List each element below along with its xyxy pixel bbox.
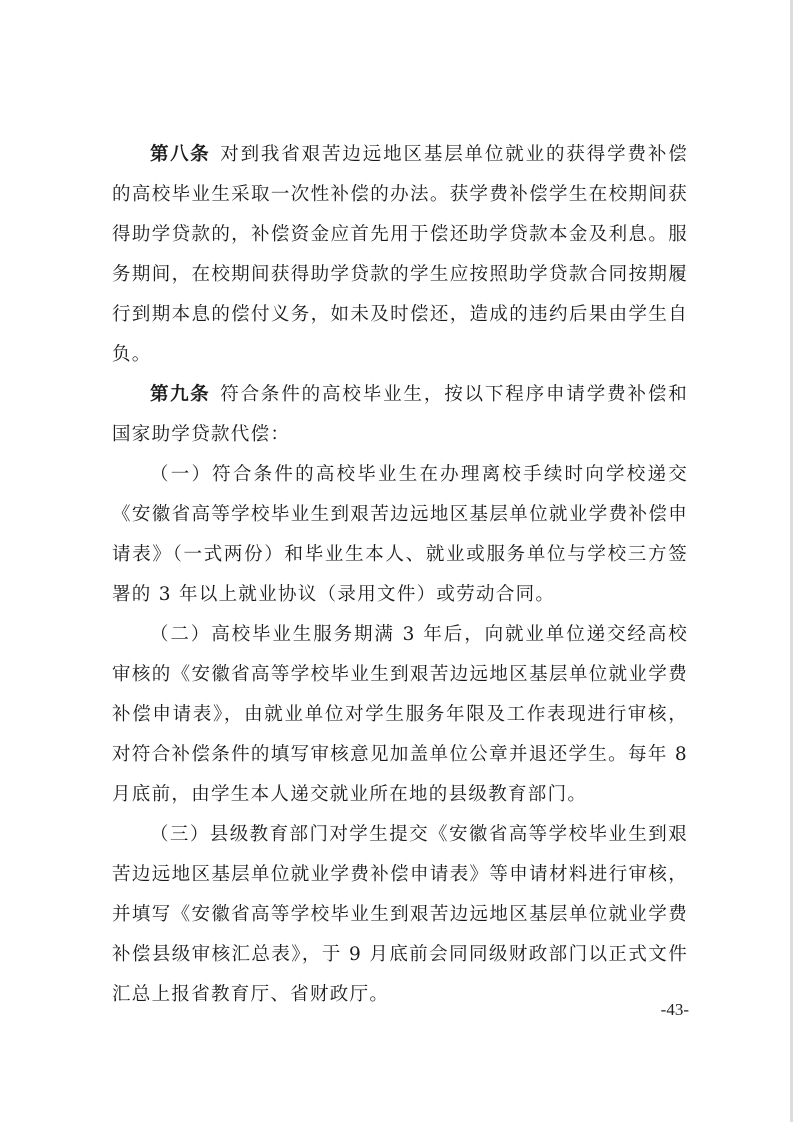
article-9-paragraph — [112, 375, 688, 455]
article-8-paragraph — [112, 135, 688, 375]
article-9-item-1: （一）符合条件的高校毕业生在办理离校手续时向学校递交《安徽省高等学校毕业生到艰苦边远地区基层单位就业学费补偿申请表》（一式两份）和毕业生本人、就业或服务单位与学校三方签署的 3 年以上就业协议（录用文件）或劳动合同。 — [112, 464, 688, 605]
document-body — [112, 135, 688, 1015]
page-number: -43- — [660, 1000, 689, 1019]
article-9-label: 第九条 — [150, 384, 211, 405]
article-8-label: 第八条 — [150, 144, 211, 165]
article-9-item-2: （二）高校毕业生服务期满 3 年后，向就业单位递交经高校审核的《安徽省高等学校毕业生到艰苦边远地区基层单位就业学费补偿申请表》，由就业单位对学生服务年限及工作表现进行审核，对符合补偿条件的填写审核意见加盖单位公章并退还学生。每年 8 月底前，由学生本人递交就业所在地的县级教育部门。 — [112, 624, 688, 805]
article-9-text: 符合条件的高校毕业生，按以下程序申请学费补偿和国家助学贷款代偿： — [112, 384, 688, 445]
article-8-text: 对到我省艰苦边远地区基层单位就业的获得学费补偿的高校毕业生采取一次性补偿的办法。获学费补偿学生在校期间获得助学贷款的，补偿资金应首先用于偿还助学贷款本金及利息。服务期间，在校期间获得助学贷款的学生应按照助学贷款合同按期履行到期本息的偿付义务，如未及时偿还，造成的违约后果由学生自负。 — [112, 144, 688, 365]
article-9-item-3: （三）县级教育部门对学生提交《安徽省高等学校毕业生到艰苦边远地区基层单位就业学费补偿申请表》等申请材料进行审核，并填写《安徽省高等学校毕业生到艰苦边远地区基层单位就业学费补偿县级审核汇总表》，于 9 月底前会同同级财政部门以正式文件汇总上报省教育厅、省财政厅。 — [112, 824, 688, 1005]
